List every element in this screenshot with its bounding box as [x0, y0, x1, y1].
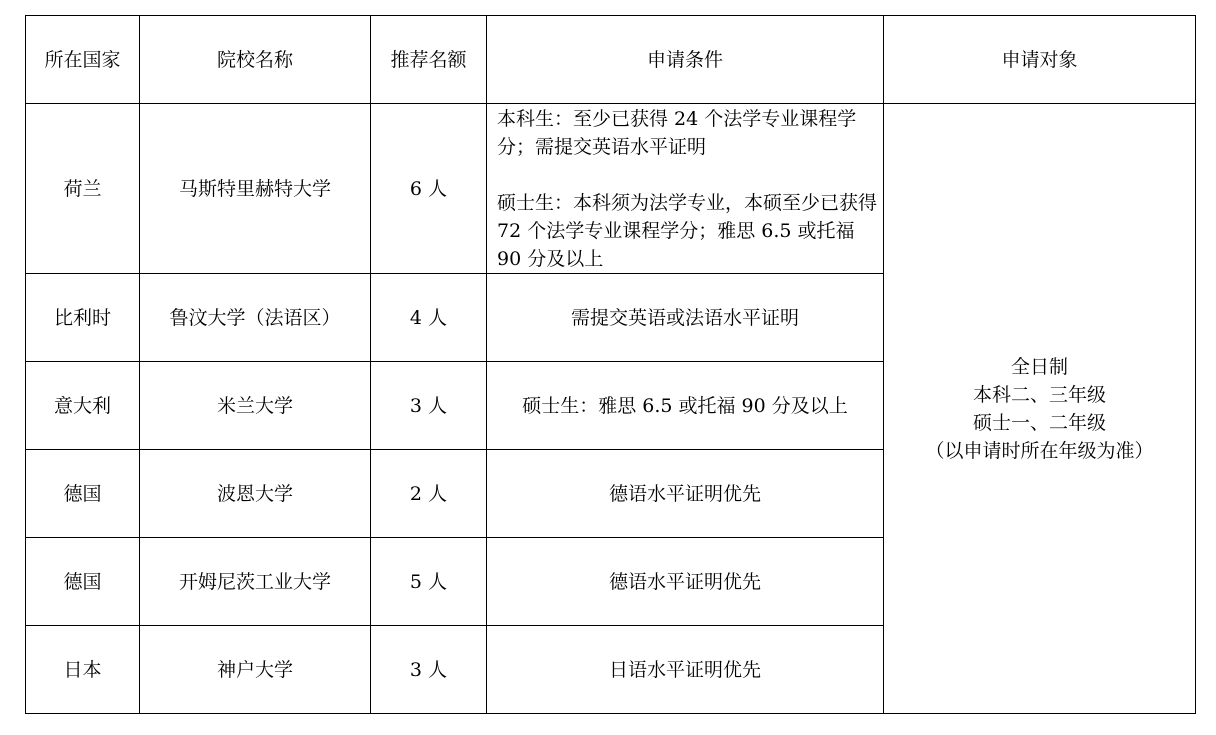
cell-quota: 6 人: [371, 104, 487, 274]
cell-country: 德国: [26, 450, 140, 538]
cell-school: 鲁汶大学（法语区）: [140, 274, 371, 362]
cell-country: 日本: [26, 626, 140, 714]
cell-conditions: 德语水平证明优先: [487, 450, 884, 538]
header-quota: 推荐名额: [371, 16, 487, 104]
cell-conditions: 硕士生：雅思 6.5 或托福 90 分及以上: [487, 362, 884, 450]
cell-conditions: 需提交英语或法语水平证明: [487, 274, 884, 362]
header-target: 申请对象: [884, 16, 1196, 104]
header-conditions: 申请条件: [487, 16, 884, 104]
cell-country: 意大利: [26, 362, 140, 450]
target-line: 全日制: [1010, 355, 1068, 378]
cell-country: 比利时: [26, 274, 140, 362]
target-line: 硕士一、二年级: [972, 411, 1106, 434]
exchange-program-table: [25, 15, 1196, 714]
cell-country: 荷兰: [26, 104, 140, 274]
cell-target: [884, 104, 1196, 714]
cell-conditions: 日语水平证明优先: [487, 626, 884, 714]
target-line: 本科二、三年级: [972, 383, 1106, 406]
cell-quota: 2 人: [371, 450, 487, 538]
cell-quota: 4 人: [371, 274, 487, 362]
cell-school: 马斯特里赫特大学: [140, 104, 371, 274]
cell-quota: 5 人: [371, 538, 487, 626]
cell-conditions: [487, 104, 884, 274]
header-row: [26, 16, 1196, 104]
cell-school: 波恩大学: [140, 450, 371, 538]
header-school: 院校名称: [140, 16, 371, 104]
table-row: [26, 104, 1196, 274]
header-country: 所在国家: [26, 16, 140, 104]
cell-school: 开姆尼茨工业大学: [140, 538, 371, 626]
condition-undergraduate: 本科生：至少已获得 24 个法学专业课程学分；需提交英语水平证明: [497, 107, 857, 158]
paragraph-gap: [497, 161, 877, 189]
condition-master: 硕士生：本科须为法学专业，本硕至少已获得 72 个法学专业课程学分；雅思 6.5 或托福 90 分及以上: [497, 191, 878, 270]
cell-conditions: 德语水平证明优先: [487, 538, 884, 626]
cell-school: 神户大学: [140, 626, 371, 714]
target-line: （以申请时所在年级为准）: [925, 439, 1154, 462]
cell-quota: 3 人: [371, 362, 487, 450]
cell-country: 德国: [26, 538, 140, 626]
cell-quota: 3 人: [371, 626, 487, 714]
cell-school: 米兰大学: [140, 362, 371, 450]
